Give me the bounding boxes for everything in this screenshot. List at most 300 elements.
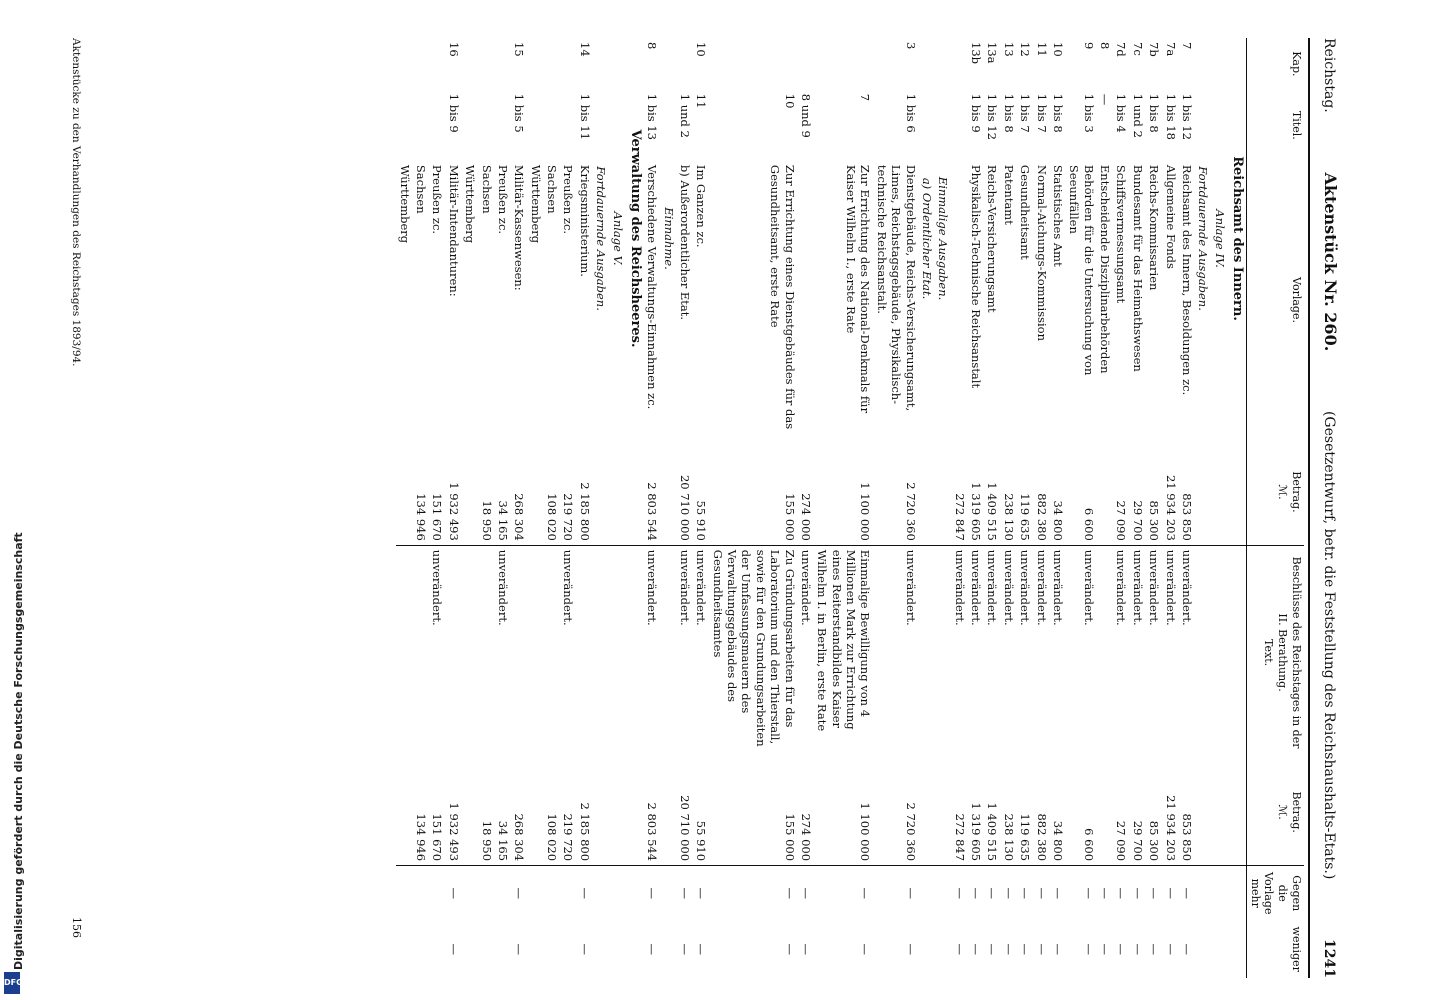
row-betrag2 — [527, 759, 543, 865]
section-einnahme — [660, 38, 676, 978]
row-description: Zur Errichtung des National-Denkmals für Kaiser Wilhelm I., erste Rate — [844, 164, 873, 414]
row-betrag: 34 165 — [496, 500, 510, 541]
row-betrag: 27 090 — [1114, 500, 1129, 541]
row-mehr: — — [1130, 866, 1146, 921]
row-description: Allgemeine Fonds — [1163, 164, 1178, 269]
col-kap: Kap. — [1247, 38, 1305, 90]
row-weniger: — — [1051, 943, 1065, 955]
section-reichsheer-text: Verwaltung des Reichsheeres. — [627, 129, 643, 348]
row-beschluss-text: Einmalige Bewilligung von 4 Millionen Mark zur Errichtung eines Reiterstandbildes Kaiser Wilhelm I. in Berlin, erste Rate — [814, 545, 874, 759]
row-betrag: 34 800 — [1051, 500, 1065, 541]
row-titel: 1 bis 12 — [985, 93, 1000, 140]
row-mehr — [396, 866, 412, 921]
row-betrag — [396, 439, 412, 545]
row-betrag: 85 300 — [1147, 500, 1162, 541]
row-betrag2: 1 319 605 — [969, 802, 984, 862]
row-mehr: — — [511, 866, 527, 921]
table-row — [814, 38, 874, 978]
row-beschluss-text — [396, 545, 412, 759]
row-weniger — [429, 920, 445, 978]
row-titel — [544, 90, 560, 161]
row-betrag: 119 635 — [1018, 493, 1033, 541]
row-betrag2: 20 710 000 — [678, 795, 692, 862]
row-kap — [560, 38, 576, 90]
row-titel: 1 bis 13 — [645, 93, 660, 140]
row-weniger: — — [694, 943, 709, 955]
row-beschluss-text: unverändert. — [874, 545, 919, 759]
row-betrag2: 34 165 — [496, 820, 510, 862]
row-mehr: — — [644, 866, 660, 921]
row-kap — [814, 38, 874, 90]
row-description: Verschiedene Verwaltungs-Einnahmen zc. — [645, 164, 660, 410]
row-betrag2: 21 934 203 — [1163, 795, 1178, 862]
col-weniger: weniger — [1247, 920, 1305, 978]
row-betrag2: 853 850 — [1180, 813, 1194, 862]
table-row — [644, 38, 660, 978]
row-mehr: — — [951, 866, 967, 921]
row-beschluss-text: unverändert. — [984, 545, 1000, 759]
section-einmalige — [935, 38, 951, 978]
section-heer-subtitle — [593, 38, 609, 978]
row-titel: 1 bis 6 — [903, 93, 918, 133]
row-betrag2: 27 090 — [1114, 820, 1129, 862]
table-row — [1017, 38, 1033, 978]
row-titel: 8 und 9 — [799, 93, 813, 138]
table-row — [527, 38, 543, 978]
row-weniger: — — [1034, 943, 1049, 955]
row-betrag2: 2 185 800 — [577, 802, 592, 862]
row-betrag2: 119 635 — [1018, 813, 1033, 862]
row-titel: 1 bis 8 — [1001, 93, 1016, 133]
row-titel: 1 bis 9 — [446, 93, 461, 133]
row-betrag2: 6 600 — [1081, 828, 1096, 862]
row-weniger: — — [1130, 943, 1145, 955]
row-titel: 1 bis 8 — [1051, 93, 1065, 133]
section-heer-anlage-text: Anlage V. — [610, 211, 625, 266]
budget-table — [396, 38, 1304, 978]
row-description — [951, 161, 967, 439]
table-row — [968, 38, 984, 978]
row-weniger: — — [1163, 943, 1178, 955]
row-kap: 7b — [1147, 42, 1162, 57]
row-kap: 7d — [1114, 42, 1129, 57]
row-mehr: — — [1066, 866, 1097, 921]
row-titel: 1 und 2 — [678, 93, 692, 138]
row-mehr: — — [1050, 866, 1066, 921]
row-betrag: 219 720 — [561, 493, 576, 541]
row-titel — [478, 90, 494, 161]
row-mehr — [495, 866, 511, 921]
row-betrag: 268 304 — [512, 493, 527, 541]
row-betrag2 — [396, 759, 412, 865]
row-betrag2: 55 910 — [694, 820, 709, 862]
row-betrag2: 1 932 493 — [446, 802, 461, 862]
col-titel: Titel. — [1247, 90, 1305, 161]
row-description: Statistisches Amt — [1051, 164, 1065, 267]
row-weniger: — — [1018, 943, 1033, 955]
row-betrag: 134 946 — [414, 493, 429, 541]
row-weniger: — — [782, 943, 797, 955]
table-row — [446, 38, 462, 978]
row-beschluss-text: Zu Gründungsarbeiten für das Laboratorium und den Thierstall, sowie für den Grundungsarbeiten der Umfassungsmauern des Verwaltungsgebäudes des Gesundheitsamtes — [709, 545, 797, 759]
row-kap — [478, 38, 494, 90]
row-betrag — [527, 439, 543, 545]
row-description: Patentamt — [1001, 164, 1016, 225]
page-header — [1312, 38, 1340, 978]
row-betrag: 20 710 000 — [678, 474, 692, 541]
row-description: Württemberg — [528, 164, 543, 244]
row-betrag: 2 803 544 — [645, 482, 660, 541]
row-beschluss-text: unverändert. — [1130, 545, 1146, 759]
row-mehr: — — [677, 866, 693, 921]
row-kap — [495, 38, 511, 90]
row-betrag: 2 185 800 — [577, 482, 592, 541]
row-betrag: 853 850 — [1180, 493, 1194, 541]
page-number: 1241 — [1321, 939, 1337, 978]
row-betrag2: 274 000 — [799, 813, 813, 862]
row-mehr — [527, 866, 543, 921]
row-mehr: — — [1097, 866, 1113, 921]
row-description: Kriegsministerium. — [577, 164, 592, 277]
row-weniger — [478, 920, 494, 978]
row-description: Physikalisch-Technische Reichsanstalt — [969, 164, 984, 389]
row-beschluss-text — [478, 545, 494, 759]
row-beschluss-text: unverändert. — [429, 545, 445, 759]
row-betrag2: 134 946 — [414, 813, 429, 862]
digitization-credit-strip — [0, 0, 24, 1000]
row-weniger: — — [1147, 943, 1162, 955]
row-beschluss-text: unverändert. — [1017, 545, 1033, 759]
row-description: Entscheidende Disziplinarbehörden — [1098, 164, 1113, 374]
row-titel: 1 bis 7 — [1018, 93, 1033, 133]
row-betrag2: 151 670 — [430, 813, 445, 862]
row-beschluss-text: unverändert. — [1001, 545, 1017, 759]
row-kap: 7 — [1180, 42, 1194, 50]
row-betrag: 151 670 — [430, 493, 445, 541]
row-kap — [413, 38, 429, 90]
row-kap: 8 — [1098, 42, 1113, 50]
section-reichsamt-innern — [1228, 38, 1247, 978]
row-titel — [462, 90, 478, 161]
row-description: Preußen zc. — [561, 164, 576, 235]
section-heer-anlage — [609, 38, 625, 978]
row-titel: 1 bis 8 — [1147, 93, 1162, 133]
row-weniger — [495, 920, 511, 978]
row-mehr: — — [446, 866, 462, 921]
row-beschluss-text: unverändert. — [1113, 545, 1129, 759]
table-row — [1033, 38, 1049, 978]
table-row — [1097, 38, 1113, 978]
rotated-document-page — [60, 38, 1340, 978]
row-description — [798, 161, 814, 439]
section-anlage — [1211, 38, 1227, 978]
row-betrag: 238 130 — [1001, 493, 1016, 541]
row-titel: 1 bis 18 — [1163, 93, 1178, 140]
col-betrag2: Betrag. ℳ. — [1247, 759, 1305, 865]
row-titel: 1 bis 5 — [512, 93, 527, 133]
row-description: Im Ganzen zc. — [694, 164, 709, 248]
row-betrag: 21 934 203 — [1163, 474, 1178, 541]
row-mehr: — — [984, 866, 1000, 921]
row-titel: 1 bis 4 — [1114, 93, 1129, 133]
row-kap: 15 — [512, 42, 527, 57]
table-row — [429, 38, 445, 978]
row-betrag2: 29 700 — [1130, 820, 1145, 862]
section-einmalige-text: Einmalige Ausgaben. — [936, 176, 951, 301]
row-mehr: — — [1033, 866, 1049, 921]
row-titel: 1 bis 11 — [577, 93, 592, 140]
row-description: Reichs-Kommissarien — [1147, 164, 1162, 291]
row-kap — [462, 38, 478, 90]
row-weniger: — — [969, 943, 984, 955]
row-mehr: — — [1162, 866, 1178, 921]
row-betrag: 1 932 493 — [446, 482, 461, 541]
row-description: Reichsamt des Innern, Besoldungen zc. — [1180, 164, 1194, 396]
col-vorlage: Vorlage. — [1247, 161, 1305, 439]
table-row — [495, 38, 511, 978]
section-einnahme-text: Einnahme. — [661, 207, 676, 270]
row-mehr — [462, 866, 478, 921]
row-description: Militär-Kassenwesen: — [512, 164, 527, 291]
row-betrag: 272 847 — [952, 493, 967, 541]
footer-page-number: 156 — [70, 917, 83, 938]
row-weniger: — — [1180, 943, 1194, 955]
table-row — [709, 38, 797, 978]
row-beschluss-text: unverändert. — [951, 545, 967, 759]
row-kap: 7a — [1163, 42, 1178, 57]
row-beschluss-text: unverändert. — [693, 545, 709, 759]
row-weniger — [527, 920, 543, 978]
row-kap — [429, 38, 445, 90]
row-betrag: 882 380 — [1034, 493, 1049, 541]
row-description: Dienstgebäude, Reichs-Versicherungsamt, Limes, Reichstagsgebäude, Physikalisch-technische Reichsanstalt. — [874, 164, 918, 412]
row-mehr — [413, 866, 429, 921]
row-mehr: — — [968, 866, 984, 921]
row-mehr: — — [1017, 866, 1033, 921]
row-betrag: 1 409 515 — [985, 482, 1000, 541]
row-mehr — [478, 866, 494, 921]
row-weniger: — — [446, 943, 461, 955]
row-description: Behörden für die Untersuchung von Seeunfällen — [1067, 164, 1096, 376]
table-row — [951, 38, 967, 978]
row-titel — [527, 90, 543, 161]
row-beschluss-text — [413, 545, 429, 759]
col-mehr: Gegen die Vorlage mehr — [1247, 866, 1305, 921]
row-betrag2: 2 720 360 — [903, 802, 918, 862]
table-row — [693, 38, 709, 978]
row-weniger: — — [1001, 943, 1016, 955]
row-titel: 1 bis 9 — [969, 93, 984, 133]
row-kap — [527, 38, 543, 90]
row-kap: 3 — [903, 42, 918, 50]
row-betrag2: 1 409 515 — [985, 802, 1000, 862]
row-kap: 10 — [694, 42, 709, 57]
row-weniger: — — [858, 943, 873, 955]
row-weniger: — — [512, 943, 527, 955]
row-beschluss-text: unverändert. — [1066, 545, 1097, 759]
table-row — [577, 38, 593, 978]
row-betrag2: 272 847 — [952, 813, 967, 862]
row-kap: 7c — [1130, 42, 1145, 56]
footer-source: Aktenstücke zu den Verhandlungen des Reichstages 1893/94. — [70, 38, 82, 367]
section-subtitle — [1195, 38, 1211, 978]
row-betrag2: 882 380 — [1034, 813, 1049, 862]
table-row — [511, 38, 527, 978]
row-weniger: — — [577, 943, 592, 955]
row-weniger: — — [903, 943, 918, 955]
row-beschluss-text — [527, 545, 543, 759]
row-kap — [396, 38, 412, 90]
row-titel — [429, 90, 445, 161]
row-description: Schiffsvermessungsamt — [1114, 164, 1129, 304]
row-titel — [560, 90, 576, 161]
row-description: Preußen zc. — [496, 164, 510, 235]
table-row — [677, 38, 693, 978]
row-beschluss-text — [544, 545, 560, 759]
row-description: Württemberg — [463, 164, 478, 244]
row-description: Normal-Aichungs-Kommission — [1034, 164, 1049, 342]
row-description: Württemberg — [397, 164, 412, 244]
row-kap: 11 — [1034, 42, 1049, 57]
row-mehr — [544, 866, 560, 921]
row-mehr: — — [693, 866, 709, 921]
row-weniger: — — [678, 943, 692, 955]
dfg-logo-icon: DFG — [4, 972, 20, 994]
row-betrag — [462, 439, 478, 545]
row-kap — [798, 38, 814, 90]
header-reichstag: Reichstag. — [1321, 38, 1337, 113]
row-kap — [951, 38, 967, 90]
row-beschluss-text: unverändert. — [560, 545, 576, 759]
row-betrag2 — [1097, 759, 1113, 865]
row-titel — [495, 90, 511, 161]
row-kap: 13b — [969, 42, 984, 64]
row-mehr — [560, 866, 576, 921]
row-betrag: 274 000 — [799, 493, 813, 541]
row-description: Bundesamt für das Heimathswesen — [1130, 164, 1145, 372]
row-mehr: — — [814, 866, 874, 921]
row-kap: 16 — [446, 42, 461, 57]
table-row — [1162, 38, 1178, 978]
row-betrag: 2 720 360 — [903, 482, 918, 541]
row-mehr: — — [798, 866, 814, 921]
table-row — [478, 38, 494, 978]
row-betrag: 155 000 — [782, 493, 797, 541]
row-description: Reichs-Versicherungsamt — [985, 164, 1000, 313]
row-titel — [396, 90, 412, 161]
section-reichsheer — [626, 38, 644, 978]
table-row — [544, 38, 560, 978]
row-kap: 9 — [1081, 42, 1096, 50]
row-betrag: 29 700 — [1130, 500, 1145, 541]
col-beschluesse-text: Beschlüsse des Reichstages in der II. Berathung. Text. — [1247, 545, 1305, 759]
table-row — [560, 38, 576, 978]
row-weniger: — — [1081, 943, 1096, 955]
row-beschluss-text: unverändert. — [1179, 545, 1195, 759]
table-row — [1050, 38, 1066, 978]
row-titel: 7 — [858, 93, 873, 102]
row-betrag2: 268 304 — [512, 813, 527, 862]
section-einmalige-sub — [919, 38, 935, 978]
row-weniger: — — [1114, 943, 1129, 955]
row-kap — [544, 38, 560, 90]
row-description: Preußen zc. — [430, 164, 445, 235]
table-row — [462, 38, 478, 978]
section-einmalige-sub-text: a) Ordentlicher Etat. — [920, 177, 934, 300]
row-weniger: — — [799, 943, 813, 955]
row-description: Gesundheitsamt — [1018, 164, 1033, 260]
row-kap: 10 — [1051, 42, 1065, 57]
row-weniger: — — [952, 943, 967, 955]
row-beschluss-text: unverändert. — [644, 545, 660, 759]
row-betrag — [1097, 439, 1113, 545]
header-subject: (Gesetzentwurf, betr. die Feststellung des Reichshaushalts-Etats.) — [1321, 410, 1337, 880]
row-description: Sachsen — [414, 164, 429, 214]
row-mehr: — — [1001, 866, 1017, 921]
row-weniger — [544, 920, 560, 978]
row-mehr: — — [577, 866, 593, 921]
row-mehr: — — [1146, 866, 1162, 921]
row-mehr: — — [709, 866, 797, 921]
row-betrag2: 108 020 — [545, 813, 560, 862]
row-beschluss-text: unverändert. — [1033, 545, 1049, 759]
table-row — [413, 38, 429, 978]
row-kap: 14 — [577, 42, 592, 57]
row-betrag2 — [462, 759, 478, 865]
row-weniger: — — [985, 943, 1000, 955]
table-row — [874, 38, 919, 978]
col-betrag: Betrag. ℳ. — [1247, 439, 1305, 545]
row-titel — [951, 90, 967, 161]
row-weniger — [462, 920, 478, 978]
row-weniger: — — [645, 943, 660, 955]
row-mehr: — — [874, 866, 919, 921]
row-description: Sachsen — [479, 164, 494, 214]
table-row — [1146, 38, 1162, 978]
row-beschluss-text: unverändert. — [495, 545, 511, 759]
row-beschluss-text — [462, 545, 478, 759]
row-beschluss-text: unverändert. — [968, 545, 984, 759]
row-titel: — — [1098, 93, 1113, 106]
row-betrag2: 238 130 — [1001, 813, 1016, 862]
row-betrag2: 219 720 — [561, 813, 576, 862]
table-row — [1130, 38, 1146, 978]
row-betrag: 108 020 — [545, 493, 560, 541]
table-row — [798, 38, 814, 978]
table-row — [396, 38, 412, 978]
table-row — [1179, 38, 1195, 978]
row-titel: 11 — [694, 93, 709, 109]
row-betrag: 55 910 — [694, 500, 709, 541]
row-beschluss-text: unverändert. — [1050, 545, 1066, 759]
budget-table-body — [396, 38, 1246, 978]
row-kap: 8 — [645, 42, 660, 50]
row-description: Militär-Intendanturen: — [446, 164, 461, 297]
row-mehr: — — [1113, 866, 1129, 921]
row-kap: 13a — [985, 42, 1000, 64]
row-kap: 12 — [1018, 42, 1033, 57]
row-beschluss-text — [577, 545, 593, 759]
row-beschluss-text: unverändert. — [1146, 545, 1162, 759]
table-row — [1066, 38, 1097, 978]
row-weniger — [396, 920, 412, 978]
row-beschluss-text: unverändert. — [798, 545, 814, 759]
row-betrag2: 18 950 — [479, 820, 494, 862]
row-beschluss-text: unverändert. — [1162, 545, 1178, 759]
row-kap: 13 — [1001, 42, 1016, 57]
section-subtitle-text: Fortdauernde Ausgaben. — [1196, 166, 1211, 311]
digitization-credit-text: Digitalisierung gefördert durch die Deutsche Forschungsgemeinschaft — [12, 532, 25, 970]
